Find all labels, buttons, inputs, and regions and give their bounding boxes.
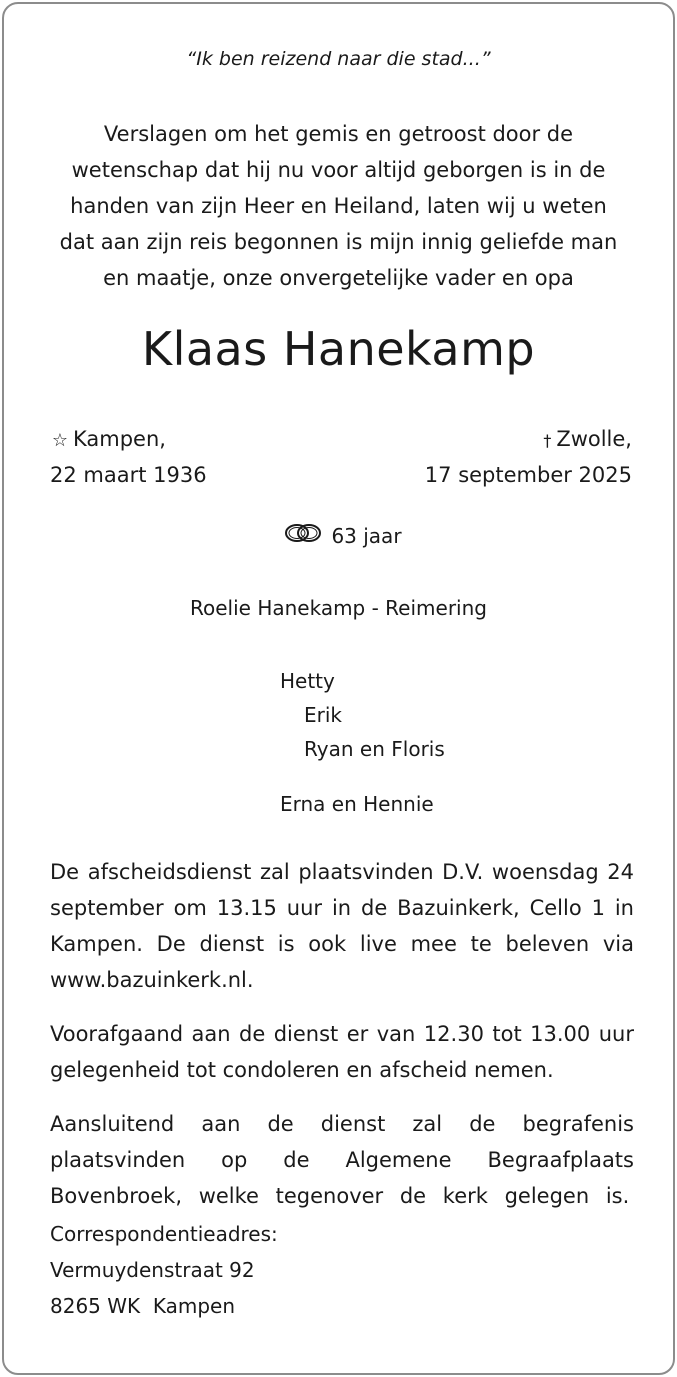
intro-line: en maatje, onze onvergetelijke vader en opa: [103, 266, 574, 290]
death-date: 17 september 2025: [424, 463, 632, 487]
marriage-years: [4, 524, 677, 551]
correspondence-address: [50, 1216, 278, 1324]
condolence-paragraph: Voorafgaand aan de dienst er van 12.30 tot 13.00 uur gelegenheid tot condoleren en afscheid nemen.: [50, 1022, 634, 1082]
child-name: Hetty: [280, 669, 335, 693]
star-icon: ☆: [51, 430, 69, 451]
intro-text: [4, 116, 673, 296]
intro-line: wetenschap dat hij nu voor altijd geborgen is in de: [71, 158, 606, 182]
intro-line: handen van zijn Heer en Heiland, laten wij u weten: [70, 194, 607, 218]
intro-line: Verslagen om het gemis en getroost door de: [103, 122, 574, 146]
cross-icon: †: [543, 431, 552, 450]
children-group-2: Erna en Hennie: [280, 792, 434, 816]
address-postal-city: 8265 WK Kampen: [50, 1294, 236, 1318]
death-info: [4, 422, 632, 492]
intro-line: dat aan zijn reis begonnen is mijn innig geliefde man: [59, 230, 618, 254]
death-place: Zwolle,: [556, 427, 632, 451]
birth-place: Kampen,: [73, 427, 166, 451]
grandchild-name: Erik: [304, 703, 342, 727]
deceased-name: Klaas Hanekamp: [141, 322, 536, 376]
wedding-rings-icon: [283, 522, 323, 549]
children-group-1: [280, 664, 445, 766]
burial-paragraph: Aansluitend aan de dienst zal de begrafenis plaatsvinden op de Algemene Begraafplaats Bovenbroek, welke tegenover de kerk gelegen is.: [50, 1112, 634, 1208]
service-paragraph: De afscheidsdienst zal plaatsvinden D.V. woensdag 24 september om 13.15 uur in de Bazuinkerk, Cello 1 in Kampen. De dienst is ook live mee te beleven via www.bazuinkerk.nl.: [50, 860, 634, 992]
spouse-name: Roelie Hanekamp - Reimering: [190, 596, 487, 620]
obituary-card: [2, 2, 675, 1375]
address-street: Vermuydenstraat 92: [50, 1258, 255, 1282]
marriage-years-text: 63 jaar: [331, 524, 402, 548]
opening-quote: “Ik ben reizend naar die stad...”: [186, 48, 491, 70]
grandchild-name: Ryan en Floris: [304, 737, 445, 761]
birth-date: 22 maart 1936: [50, 463, 207, 487]
address-label: Correspondentieadres:: [50, 1222, 278, 1246]
